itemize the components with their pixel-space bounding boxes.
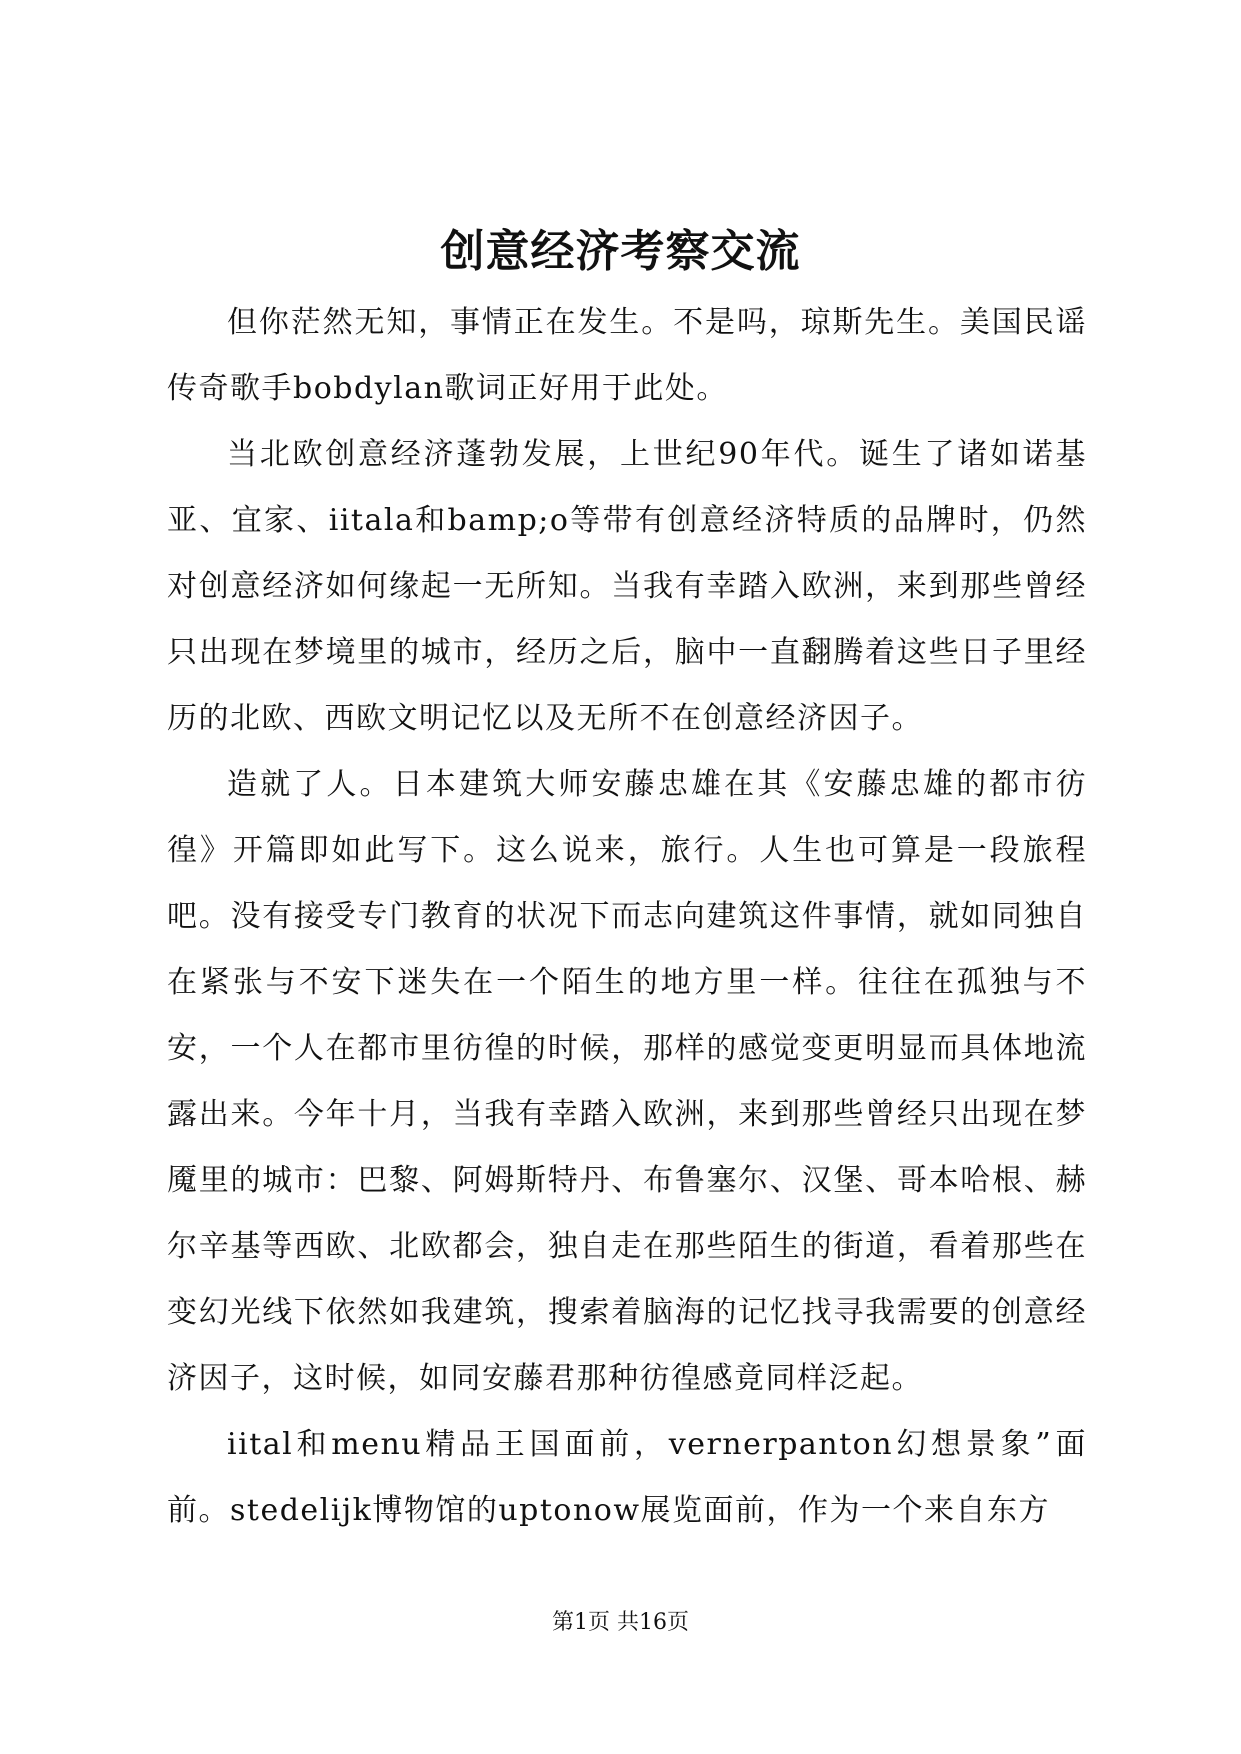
paragraph: 造就了人。日本建筑大师安藤忠雄在其《安藤忠雄的都市彷徨》开篇即如此写下。这么说来，旅行。人生也可算是一段旅程吧。没有接受专门教育的状况下而志向建筑这件事情，就如同独自在紧张与不安下迷失在一个陌生的地方里一样。往往在孤独与不安，一个人在都市里彷徨的时候，那样的感觉变更明显而具体地流露出来。今年十月，当我有幸踏入欧洲，来到那些曾经只出现在梦魇里的城市：巴黎、阿姆斯特丹、布鲁塞尔、汉堡、哥本哈根、赫尔辛基等西欧、北欧都会，独自走在那些陌生的街道，看着那些在变幻光线下依然如我建筑，搜索着脑海的记忆找寻我需要的创意经济因子，这时候，如同安藤君那种彷徨感竟同样泛起。 [167,767,1087,1396]
page-number-footer: 第1页 共16页 [552,1610,689,1635]
document-title: 创意经济考察交流 [440,226,801,277]
paragraph: 当北欧创意经济蓬勃发展，上世纪90年代。诞生了诸如诺基亚、宜家、iitala和bamp;o等带有创意经济特质的品牌时，仍然对创意经济如何缘起一无所知。当我有幸踏入欧洲，来到那些曾经只出现在梦境里的城市，经历之后，脑中一直翻腾着这些日子里经历的北欧、西欧文明记忆以及无所不在创意经济因子。 [167,437,1087,736]
paragraph: iital和menu精品王国面前，vernerpanton幻想景象”面前。stedelijk博物馆的uptonow展览面前，作为一个来自东方 [167,1427,1087,1528]
paragraph: 但你茫然无知，事情正在发生。不是吗，琼斯先生。美国民谣传奇歌手bobdylan歌词正好用于此处。 [167,305,1087,406]
document-body [167,290,1087,1544]
